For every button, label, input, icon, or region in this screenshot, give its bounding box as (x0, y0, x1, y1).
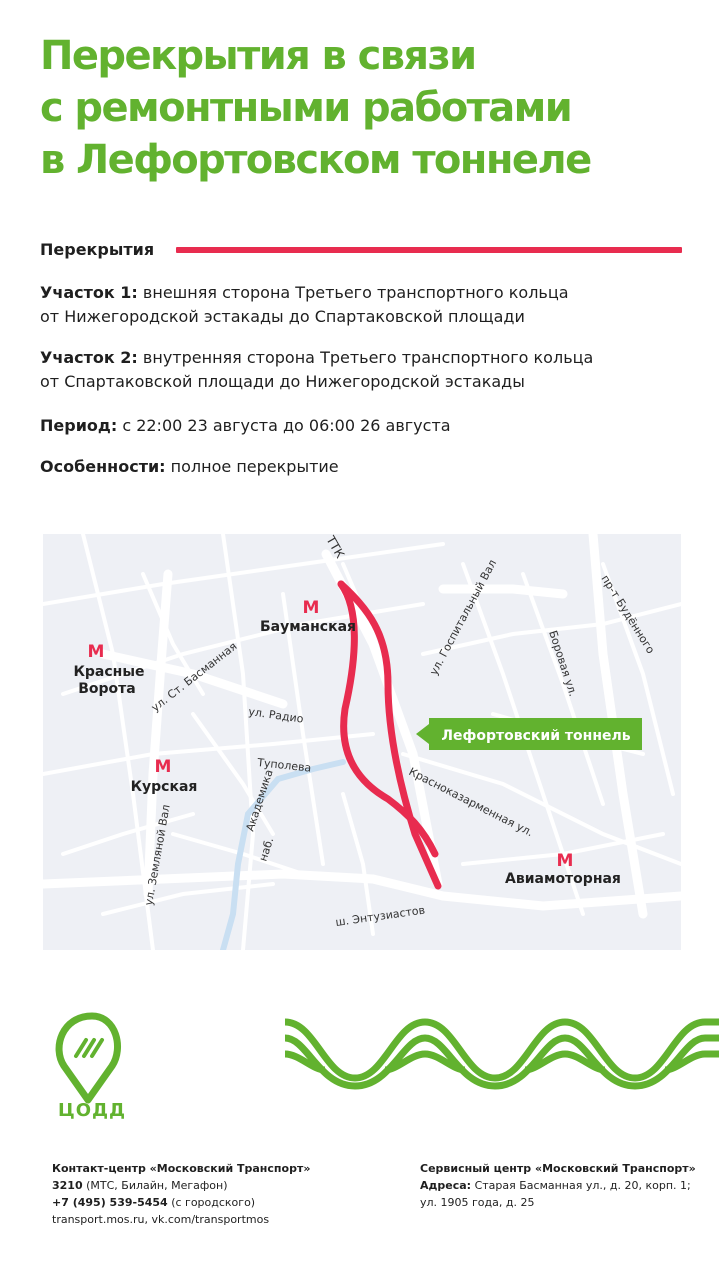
period-label: Период: (40, 416, 118, 435)
contact-websites[interactable]: transport.mos.ru, vk.com/transportmos (52, 1213, 270, 1226)
river (223, 762, 343, 950)
street-basmannaya: ул. Ст. Басманная (148, 639, 240, 715)
segment-2-line-1: внутренняя сторона Третьего транспортного кольца (142, 348, 594, 367)
street-radio: ул. Радио (247, 705, 305, 726)
street-tupoleva: Туполева (256, 756, 312, 775)
street-gospitalny: ул. Госпитальный Вал (427, 557, 500, 678)
station-aviamotornaya: Авиамоторная (505, 871, 621, 887)
metro-icon: М (302, 598, 320, 618)
metro-icon: М (556, 851, 574, 871)
street-borovaya: Боровая ул. (546, 628, 580, 698)
street-krasnokazarmennaya: Красноказарменная ул. (406, 765, 536, 840)
street-budennogo: пр-т Будённого (598, 572, 658, 657)
street-akademika: Академика (243, 767, 276, 833)
title-line-1: Перекрытия в связи (40, 33, 476, 79)
tunnel-label: Лефортовский тоннель (441, 728, 631, 744)
phone-short: 3210 (52, 1179, 83, 1192)
segment-2-line-2: от Спартаковской площади до Нижегородской эстакады (40, 372, 525, 391)
contact-title: Контакт-центр «Московский Транспорт» (52, 1162, 311, 1175)
period (40, 414, 700, 438)
metro-icon: М (87, 642, 105, 662)
features (40, 455, 700, 479)
metro-icon: М (154, 757, 172, 777)
title-line-3: в Лефортовском тоннеле (40, 137, 591, 183)
address-2: ул. 1905 года, д. 25 (420, 1196, 535, 1209)
map-canvas (43, 534, 681, 950)
contact-center (52, 1160, 310, 1228)
wave-lines (285, 1022, 719, 1086)
segment-2 (40, 346, 700, 394)
period-value: с 22:00 23 августа до 06:00 26 августа (122, 416, 451, 435)
street-zemlyanoy: ул. Земляной Вал (142, 803, 173, 907)
street-entuziastov: ш. Энтузиастов (334, 903, 426, 929)
title-line-2: с ремонтными работами (40, 85, 572, 131)
segment-1-line-1: внешняя сторона Третьего транспортного кольца (142, 283, 569, 302)
segment-1-label: Участок 1: (40, 283, 138, 302)
service-center (420, 1160, 696, 1211)
segment-2-label: Участок 2: (40, 348, 138, 367)
route-map (43, 534, 681, 950)
features-label: Особенности: (40, 457, 166, 476)
station-krasnye-line2: Ворота (78, 681, 136, 697)
ttk-label: ТТК (323, 534, 348, 561)
station-kurskaya: Курская (130, 779, 198, 795)
address-label: Адреса: (420, 1179, 472, 1192)
page-title (40, 30, 700, 186)
station-baumanskaya: Бауманская (259, 619, 357, 635)
features-value: полное перекрытие (170, 457, 339, 476)
phone-short-note: (МТС, Билайн, Мегафон) (86, 1179, 228, 1192)
segment-1 (40, 281, 700, 329)
wave-ornament (285, 1008, 719, 1090)
service-title: Сервисный центр «Московский Транспорт» (420, 1162, 696, 1175)
street-nab: наб. (256, 835, 277, 863)
phone-city-note: (с городского) (171, 1196, 256, 1209)
logo-stripes (76, 1040, 102, 1056)
metro-krasnye-vorota (73, 642, 144, 697)
section-divider (176, 247, 682, 253)
metro-kurskaya (131, 757, 198, 795)
logo-pin-shape (59, 1016, 117, 1100)
tunnel-callout (416, 718, 642, 750)
segment-1-line-2: от Нижегородской эстакады до Спартаковской площади (40, 307, 525, 326)
phone-city: +7 (495) 539-5454 (52, 1196, 168, 1209)
logo-text: ЦОДД (58, 1100, 127, 1121)
station-krasnye-line1: Красные (73, 664, 145, 680)
section-header (40, 237, 682, 263)
section-label: Перекрытия (40, 240, 164, 259)
address-1: Старая Басманная ул., д. 20, корп. 1; (474, 1179, 691, 1192)
